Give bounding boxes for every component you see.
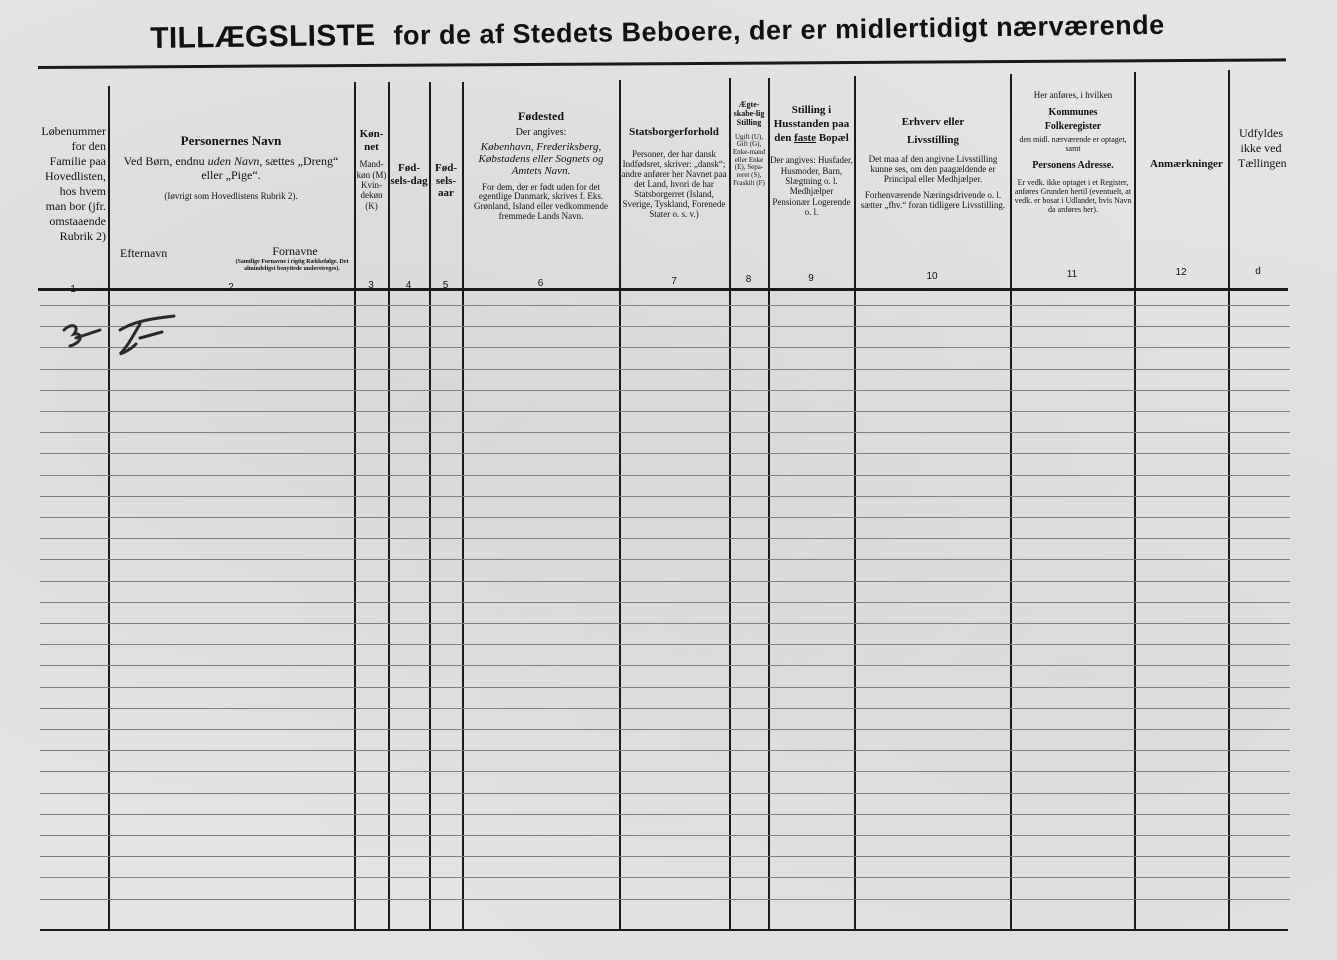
col6-body-b: For dem, der er født uden for det egentlige Danmark, skrives f. Eks. Grønland, Island eller vedkommende fremmede Lands Navn. xyxy=(474,181,608,222)
entry-row-line xyxy=(40,623,1290,624)
col3-body: Mand-køn (M) Kvin-dekøn (K) xyxy=(356,159,387,211)
col3-heading: Køn-net xyxy=(359,128,384,153)
form-title xyxy=(150,6,1270,56)
col11-heading: Kommunes Folkeregister xyxy=(1044,107,1102,133)
col11-mid: den midl. nærværende er optaget, samt xyxy=(1019,135,1127,154)
entry-row-line xyxy=(40,856,1290,857)
entry-row-line xyxy=(40,602,1290,603)
col8-body: Ugift (U), Gift (G), Enke-mand eller Enke (E), Sepa-reret (S), Fraskilt (F) xyxy=(732,132,766,187)
col9-body: Der angives: Husfader, Husmoder, Barn, Slægtning o. l. Medhjælper Pensionær Logerende o. l. xyxy=(770,155,853,217)
col10-heading: Erhverv eller Livsstilling xyxy=(901,116,965,146)
entry-row-line xyxy=(40,390,1290,391)
col9-heading-end: Bopæl xyxy=(818,131,849,144)
col8-header xyxy=(731,100,767,187)
col-divider xyxy=(388,82,390,930)
entry-row-line xyxy=(40,369,1290,370)
col7-body: Personer, der har dansk Indfødsret, skriver: „dansk“; andre anfører her Navnet paa det Land, hvori de har Statsborgerret (Island, Sverige, Tyskland, Forenede Stater o. s. v.) xyxy=(621,148,727,220)
entry-row-line xyxy=(40,581,1290,582)
col-number-8: 8 xyxy=(745,274,752,285)
entry-row-1-lobenummer[interactable] xyxy=(58,318,104,354)
col11-body: Er vedk. ikke optaget i et Register, anføres Grunden hertil (eventuelt, at vedk. er bosat i Udlandet, hvis Navn da anføres her). xyxy=(1014,178,1132,214)
col-number-3: 3 xyxy=(368,280,374,291)
col12-header: Anmærkninger xyxy=(1150,158,1223,170)
col-number-2: 2 xyxy=(228,282,234,293)
col5-header: Fød-sels-aar xyxy=(435,162,457,200)
col10-header xyxy=(858,114,1008,211)
col-divider xyxy=(108,86,110,930)
col-number-10: 10 xyxy=(926,271,938,282)
col-number-6: 6 xyxy=(537,278,544,289)
handwritten-initial-icon xyxy=(110,312,180,360)
entry-row-line xyxy=(40,432,1290,433)
entry-row-line xyxy=(40,411,1290,412)
col9-heading-underlined: faste xyxy=(794,131,817,144)
col4-header: Fød-sels-dag xyxy=(390,162,428,187)
form-title-rest: for de af Stedets Beboere, der er midlertidigt nærværende xyxy=(393,9,1165,51)
entry-row-line xyxy=(40,793,1290,794)
col-number-1: 1 xyxy=(70,284,76,295)
col-divider xyxy=(1228,70,1230,930)
entry-row-line xyxy=(40,517,1290,518)
entry-row-1-name[interactable] xyxy=(110,312,180,360)
col-number-d: d xyxy=(1255,266,1261,277)
col-number-12: 12 xyxy=(1175,267,1187,278)
entry-row-line xyxy=(40,708,1290,709)
col9-heading: Stilling i Husstanden paa den xyxy=(773,104,850,144)
col11-pre: Her anføres, i hvilken xyxy=(1033,90,1113,100)
col3-header xyxy=(356,128,387,211)
entry-row-line xyxy=(40,835,1290,836)
col10-body-b: Forhenværende Næringsdrivende o. l. sætter „fhv.“ foran tidligere Livsstilling. xyxy=(860,189,1006,210)
col-divider xyxy=(429,82,431,930)
col-number-9: 9 xyxy=(808,273,814,284)
entry-row-line xyxy=(40,347,1290,348)
entry-row-line xyxy=(40,665,1290,666)
col10-body-a: Det maa af den angivne Livsstilling kunne ses, om den paagældende er Principal eller Medhjælper. xyxy=(868,154,998,184)
entry-row-line xyxy=(40,538,1290,539)
entry-row-line xyxy=(40,305,1290,306)
entry-row-line xyxy=(40,326,1290,327)
bottom-rule xyxy=(40,929,1288,931)
entry-row-line xyxy=(40,877,1290,878)
form-title-lead: TILLÆGSLISTE xyxy=(150,18,376,55)
col9-header xyxy=(770,104,853,217)
entry-row-line xyxy=(40,644,1290,645)
col6-heading: Fødested xyxy=(518,109,564,123)
col6-body-a: København, Frederiksberg, Købstadens eller Sognets og Amtets Navn. xyxy=(478,141,604,178)
entry-row-line xyxy=(40,559,1290,560)
col-divider xyxy=(854,76,856,930)
col6-sub: Der angives: xyxy=(515,126,567,138)
col2-fornavne: Fornavne xyxy=(272,244,318,258)
col-number-5: 5 xyxy=(442,280,449,291)
col-divider xyxy=(1010,74,1012,930)
entry-row-line xyxy=(40,899,1290,900)
col-number-7: 7 xyxy=(671,276,677,287)
entry-row-line xyxy=(40,750,1290,751)
entry-row-line xyxy=(40,729,1290,730)
handwritten-three-icon xyxy=(58,318,104,354)
entry-row-line xyxy=(40,475,1290,476)
entry-row-line xyxy=(40,687,1290,688)
col-divider xyxy=(729,78,731,930)
entry-row-line xyxy=(40,814,1290,815)
col6-header xyxy=(466,110,616,222)
col2-note-d: (Iøvrigt som Hovedlistens Rubrik 2). xyxy=(164,190,298,201)
col2-heading: Personernes Navn xyxy=(180,133,282,148)
col2-note-c: sættes „Dreng“ eller „Pige“. xyxy=(201,153,339,182)
col2-note-b: uden Navn, xyxy=(207,153,263,168)
cold-header: Udfyldes ikke ved Tællingen xyxy=(1238,126,1287,170)
col-number-11: 11 xyxy=(1066,269,1078,280)
col11-heading2: Personens Adresse. xyxy=(1032,159,1114,171)
col2-note-a: Ved Børn, endnu xyxy=(123,153,205,168)
col11-header xyxy=(1013,90,1133,215)
top-rule xyxy=(38,58,1286,69)
entry-row-line xyxy=(40,453,1290,454)
col2-fornavne-note: (Samtlige Fornavne i rigtig Rækkefølge. Det almindeligst benyttede understreges). xyxy=(235,259,349,272)
col-divider xyxy=(1134,72,1136,930)
col7-heading: Statsborgerforhold xyxy=(629,126,719,138)
entry-row-line xyxy=(40,771,1290,772)
col2-efternavn: Efternavn xyxy=(120,246,168,260)
col8-heading: Ægte-skabe-lig Stilling xyxy=(733,100,765,128)
col1-header: Løbenummer for den Familie paa Hovedlisten, hos hvem man bor (jfr. omstaaende Rubrik 2) xyxy=(41,124,106,243)
col-divider xyxy=(462,82,464,930)
entry-row-line xyxy=(40,496,1290,497)
col7-header xyxy=(621,126,727,219)
col-number-4: 4 xyxy=(405,280,412,291)
